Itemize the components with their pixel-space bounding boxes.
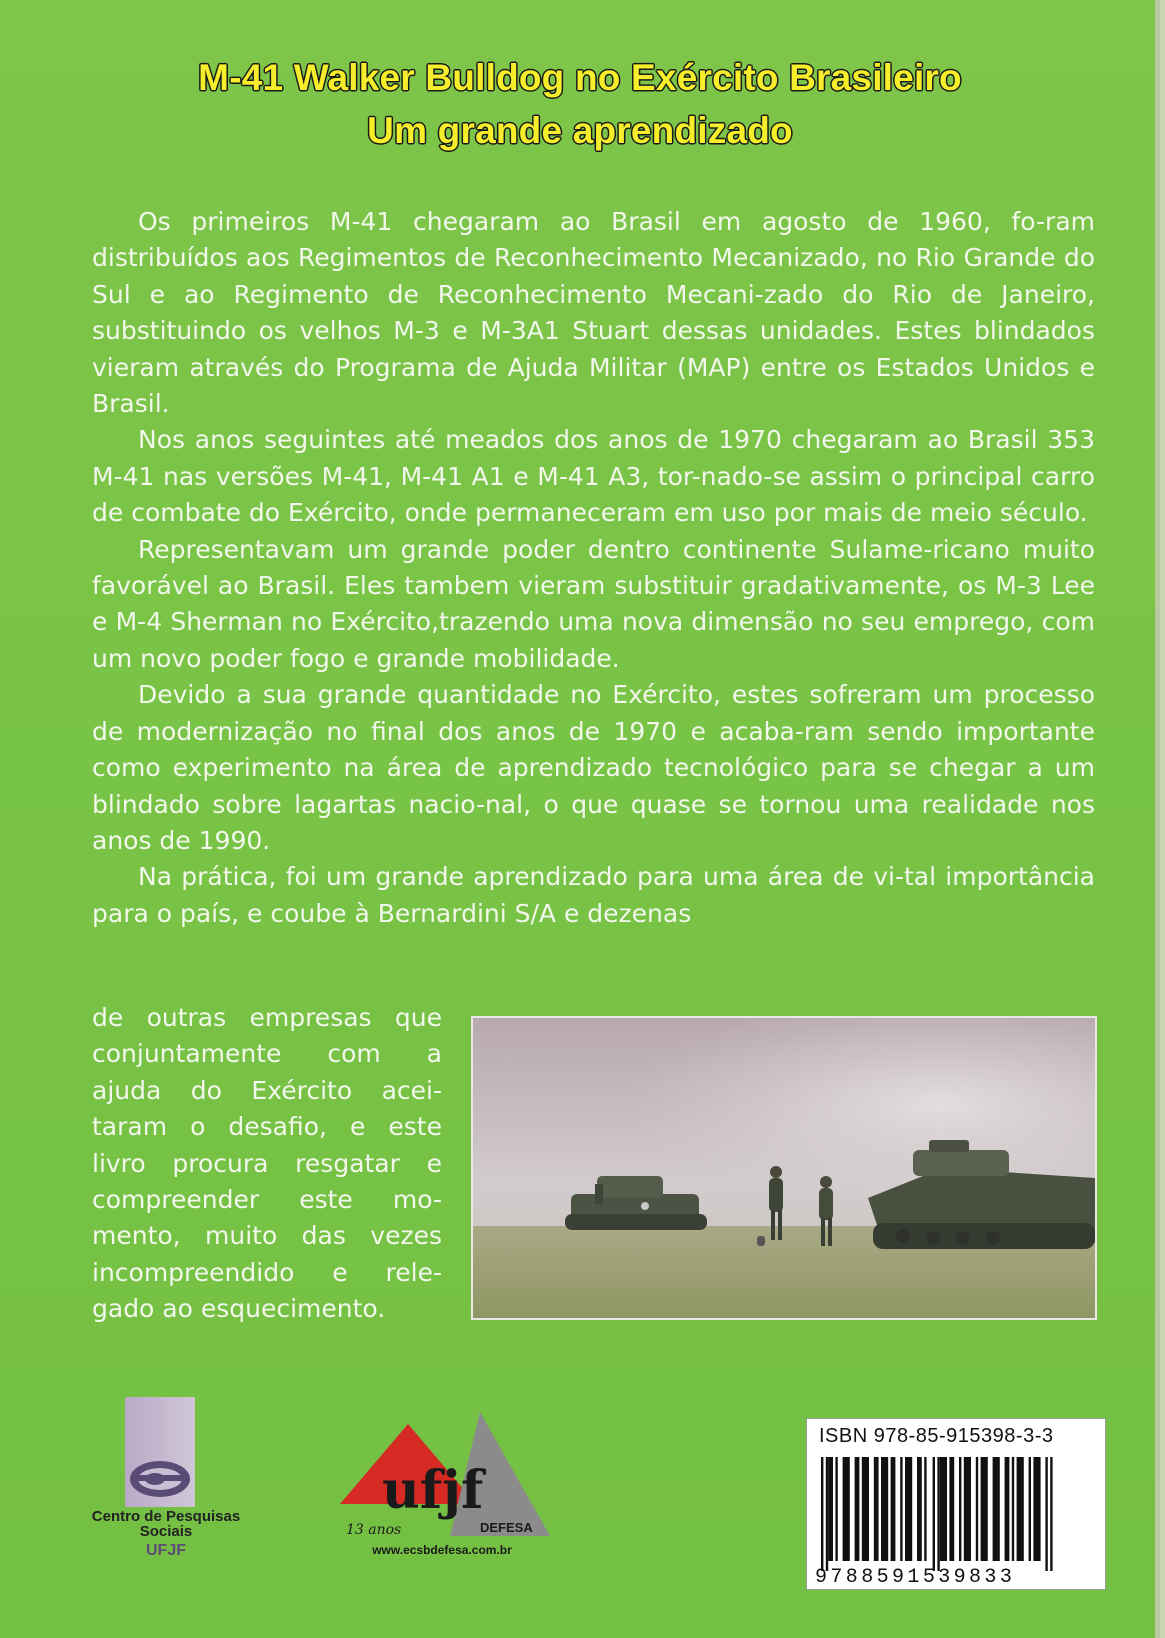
paragraph: Devido a sua grande quantidade no Exército, estes sofreram um processo de modernização no final dos anos de 1970 e acaba-ram sendo importante como experimento na área de aprendizado tecnológico para se chegar a um blindado sobre lagartas nacio-nal, o que quase se tornou uma realidade nos anos de 1990. bbox=[92, 680, 1095, 855]
synopsis-continuation bbox=[92, 1000, 442, 1328]
cps-globe-icon bbox=[125, 1397, 195, 1507]
title-line-1: M-41 Walker Bulldog no Exército Brasileiro bbox=[198, 57, 962, 98]
text-line: mento, muito das vezes bbox=[92, 1221, 442, 1251]
text-line: livro procura resgatar e bbox=[92, 1148, 442, 1178]
text-line: ajuda do Exército acei- bbox=[92, 1075, 442, 1105]
ufjf-tagline: 13 anos bbox=[346, 1522, 402, 1538]
isbn-barcode bbox=[806, 1418, 1106, 1590]
title-line-2: Um grande aprendizado bbox=[367, 110, 793, 151]
cps-emblem bbox=[125, 1397, 195, 1507]
paragraph: Representavam um grande poder dentro continente Sulame-ricano muito favorável ao Brasil. Eles tambem vieram substituir gradativamente, os M-3 Lee e M-4 Sherman no Exército,trazendo uma nova dimensão no seu emprego, com um novo poder fogo e grande mobilidade. bbox=[92, 534, 1095, 673]
ufjf-defesa-logo bbox=[340, 1408, 555, 1538]
text-line: de outras empresas que bbox=[92, 1003, 442, 1032]
text-line: incompreendido e rele- bbox=[92, 1257, 442, 1287]
cps-name: Centro de Pesquisas Sociais bbox=[91, 1508, 241, 1540]
tanks-photo-icon bbox=[473, 1018, 1095, 1318]
barcode-icon bbox=[807, 1419, 1105, 1589]
isbn-label: ISBN 978-85-915398-3-3 bbox=[819, 1425, 1054, 1447]
cps-logo bbox=[71, 1397, 261, 1557]
ufjf-mark: ufjf bbox=[382, 1460, 484, 1521]
barcode-digits: 9788591539833 bbox=[815, 1566, 1016, 1589]
text-line: taram o desafio, e este bbox=[92, 1112, 442, 1142]
ufjf-brand: DEFESA bbox=[480, 1520, 533, 1535]
text-line: conjuntamente com a bbox=[92, 1039, 442, 1069]
paragraph: Na prática, foi um grande aprendizado para uma área de vi-tal importância para o país, e coube à Bernardini S/A e dezenas bbox=[92, 862, 1095, 928]
cps-university: UFJF bbox=[146, 1542, 186, 1559]
synopsis bbox=[92, 204, 1095, 932]
text-line: compreender este mo- bbox=[92, 1185, 442, 1215]
ufjf-triangle-icon bbox=[340, 1408, 555, 1538]
paragraph: Nos anos seguintes até meados dos anos de 1970 chegaram ao Brasil 353 M-41 nas versões M-41, M-41 A1 e M-41 A3, tor-nado-se assim o principal carro de combate do Exército, onde permaneceram em uso por mais de meio século. bbox=[92, 425, 1095, 528]
paragraph: Os primeiros M-41 chegaram ao Brasil em agosto de 1960, fo-ram distribuídos aos Regimentos de Reconhecimento Mecanizado, no Rio Grande do Sul e ao Regimento de Reconhecimento Mecani-zado do Rio de Janeiro, substituindo os velhos M-3 e M-3A1 Stuart dessas unidades. Estes blindados vieram através do Programa de Ajuda Militar (MAP) entre os Estados Unidos e Brasil. bbox=[92, 207, 1095, 419]
text-line-last: gado ao esquecimento. bbox=[92, 1294, 386, 1324]
website-link[interactable]: www.ecsbdefesa.com.br bbox=[372, 1543, 512, 1557]
tanks-photo bbox=[471, 1016, 1097, 1320]
